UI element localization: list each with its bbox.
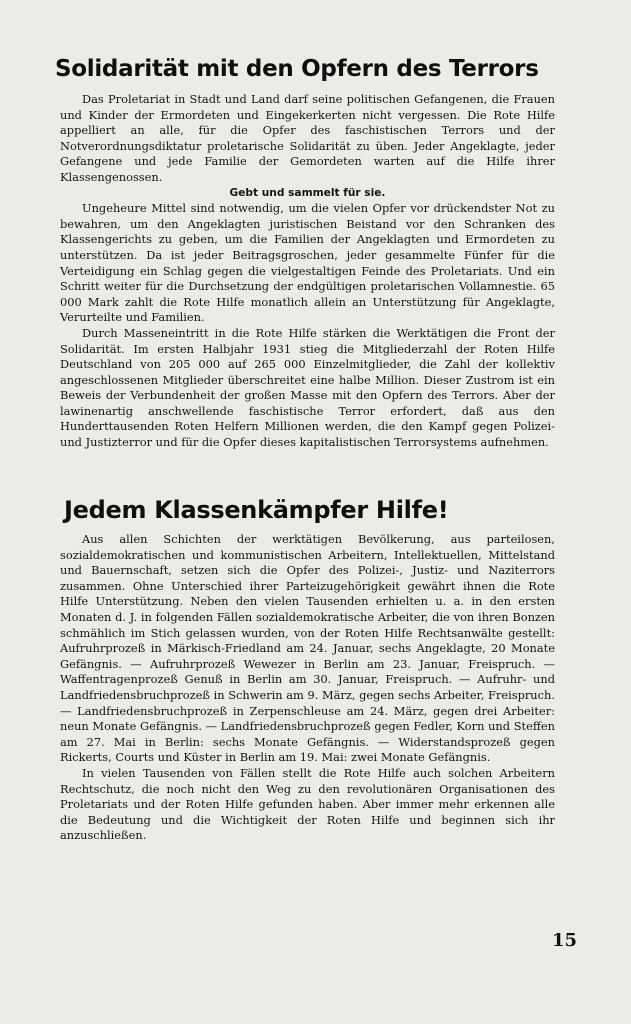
section2-body (60, 532, 555, 844)
section1-paragraph-3: Durch Masseneintritt in die Rote Hilfe stärken die Werktätigen die Front der Solidarität. Im ersten Halbjahr 1931 stieg die Mitgliederzahl der Roten Hilfe Deutschland von 205 000 auf 265 000 Einzelmitglieder, die Zahl der kollektiv angeschlossenen Mitglieder überschreitet eine halbe Million. Dieser Zustrom ist ein Beweis der Verbundenheit der großen Masse mit den Opfern des Terrors. Aber der lawinenartig anschwellende faschistische Terror erfordert, daß aus den Hunderttausenden Roten Helfern Millionen werden, die den Kampf gegen Polizei- und Justizterror und für die Opfer dieses kapitalistischen Terrorsystems aufnehmen. (60, 325, 555, 450)
page-number: 15 (552, 930, 578, 951)
section1-body (60, 92, 555, 451)
section2-paragraph-1: Aus allen Schichten der werktätigen Bevölkerung, aus parteilosen, sozialdemokratischen und kommunistischen Arbeitern, Intellektuellen, Mittelstand und Bauernschaft, setzen sich die Opfer des Polizei-, Justiz- und Naziterrors zusammen. Ohne Unterschied ihrer Parteizugehörigkeit gewährt ihnen die Rote Hilfe Unterstützung. Neben den vielen Tausenden erhielten u. a. in den ersten Monaten d. J. in folgenden Fällen sozialdemokratische Arbeiter, die von ihren Bonzen schmählich im Stich gelassen wurden, von der Roten Hilfe Rechtsanwälte gestellt: Aufruhrprozeß in Märkisch-Friedland am 24. Januar, sechs Angeklagte, 20 Monate Gefängnis. — Aufruhrprozeß Wewezer in Berlin am 23. Januar, Freispruch. — Waffentragenprozeß Genuß in Berlin am 30. Januar, Freispruch. — Aufruhr- und Landfriedensbruchprozeß in Schwerin am 9. März, gegen sechs Arbeiter, Freispruch. — Landfriedensbruchprozeß in Zerpenschleuse am 24. März, gegen drei Arbeiter: neun Monate Gefängnis. — Landfriedensbruchprozeß gegen Fedler, Korn und Steffen am 27. Mai in Berlin: sechs Monate Gefängnis. — Widerstandsprozeß gegen Rickerts, Courts und Küster in Berlin am 19. Mai: zwei Monate Gefängnis. (60, 532, 555, 765)
section1-heading: Solidarität mit den Opfern des Terrors (55, 56, 539, 82)
section1-paragraph-1: Das Proletariat in Stadt und Land darf seine politischen Gefangenen, die Frauen und Kinder der Ermordeten und Eingekerkerten nicht vergessen. Die Rote Hilfe appelliert an alle, für die Opfer des faschistischen Terrors und der Notverordnungsdiktatur proletarische Solidarität zu üben. Jeder Angeklagte, jeder Gefangene und jede Familie der Gemordeten warten auf die Hilfe ihrer Klassengenossen. (60, 92, 555, 184)
section2-paragraph-2: In vielen Tausenden von Fällen stellt die Rote Hilfe auch solchen Arbeitern Rechtschutz, die noch nicht den Weg zu den revolutionären Organisationen des Proletariats und der Roten Hilfe gefunden haben. Aber immer mehr erkennen alle die Bedeutung und die Wichtigkeit der Roten Hilfe und beginnen sich ihr anzuschließen. (60, 765, 555, 843)
section1-paragraph-2: Ungeheure Mittel sind notwendig, um die vielen Opfer vor drückendster Not zu bewahren, um den Angeklagten juristischen Beistand vor den Schranken des Klassengerichts zu geben, um die Familien der Angeklagten und Ermordeten zu unterstützen. Da ist jeder Beitragsgroschen, jeder gesammelte Fünfer für die Verteidigung ein Schlag gegen die vielgestaltigen Feinde des Proletariats. Und ein Schritt weiter für die Durchsetzung der endgültigen proletarischen Vollamnestie. 65 000 Mark zahlt die Rote Hilfe monatlich allein an Unterstützung für Angeklagte, Verurteilte und Familien. (60, 201, 555, 325)
section1-subheading: Gebt und sammelt für sie. (229, 186, 386, 199)
section2-heading: Jedem Klassenkämpfer Hilfe! (64, 496, 449, 524)
